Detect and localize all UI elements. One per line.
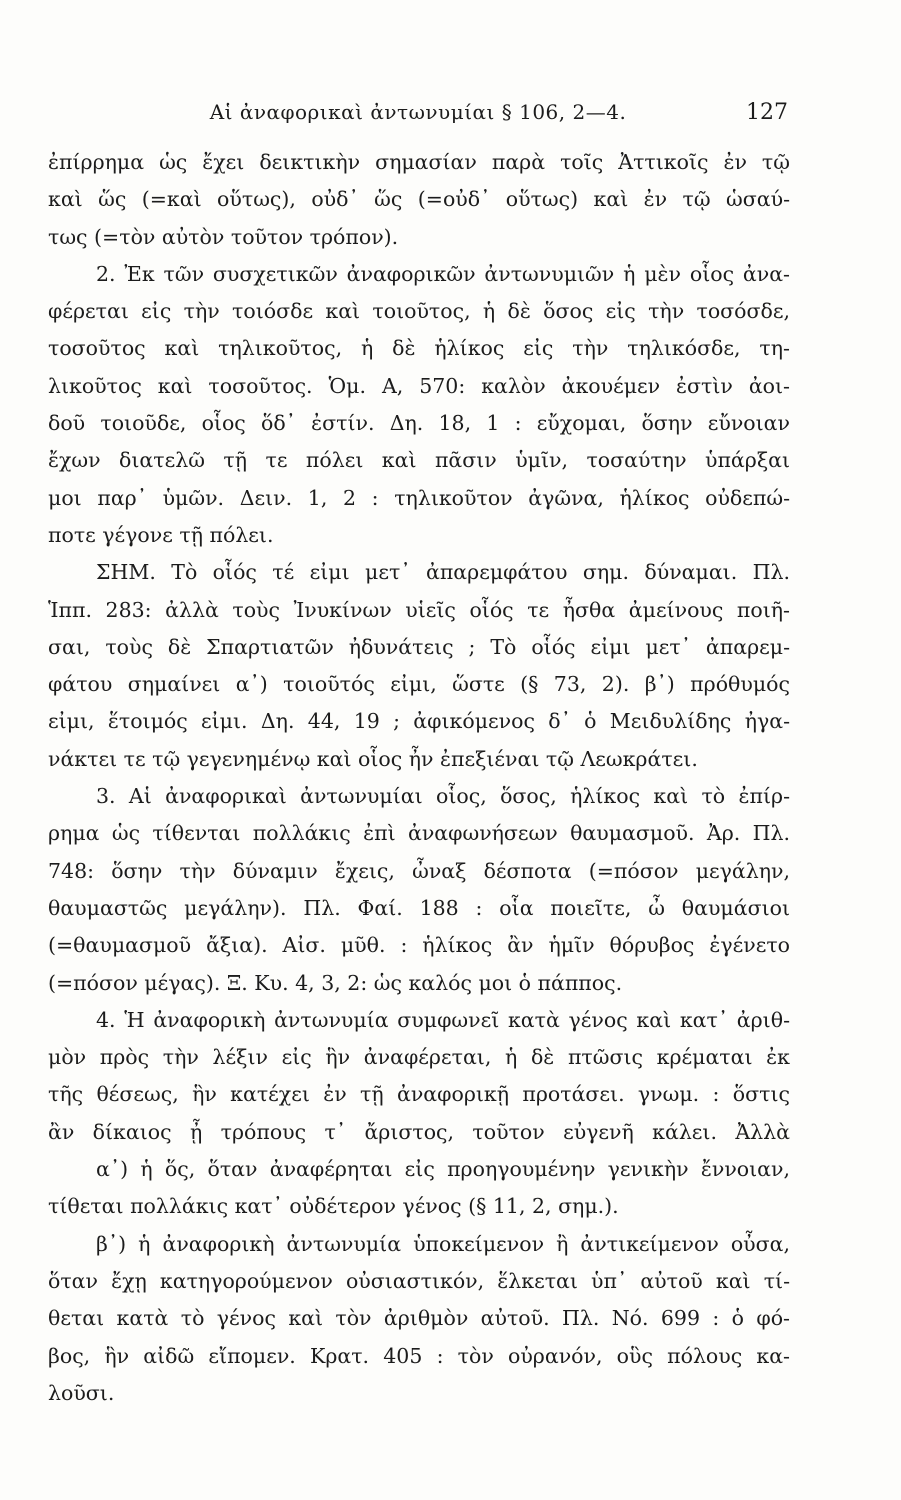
- text-line: (=πόσον μέγας). Ξ. Κυ. 4, 3, 2: ὡς καλός μοι ὁ πάππος.: [48, 970, 623, 995]
- text-line: ΣΗΜ. Τὸ οἷός τέ εἰμι μετ᾽ ἀπαρεμφάτου σημ. δύναμαι. Πλ.: [96, 560, 790, 585]
- text-line: θαυμαστῶς μεγάλην). Πλ. Φαί. 188 : οἷα ποιεῖτε, ὦ θαυμάσιοι: [48, 895, 790, 920]
- paragraph-section-3: [48, 778, 790, 1002]
- text-line: καὶ ὥς (=καὶ οὕτως), οὐδ᾽ ὥς (=οὐδ᾽ οὕτως) καὶ ἐν τῷ ὡσαύ-: [48, 187, 790, 212]
- running-head: [48, 100, 788, 132]
- text-line: τοσοῦτος καὶ τηλικοῦτος, ἡ δὲ ἡλίκος εἰς τὴν τηλικόσδε, τη-: [48, 336, 790, 361]
- page-number: 127: [746, 100, 788, 125]
- text-line: ὅταν ἔχῃ κατηγορούμενον οὐσιαστικόν, ἕλκεται ὑπ᾽ αὐτοῦ καὶ τί-: [48, 1268, 790, 1293]
- text-line: 748: ὅσην τὴν δύναμιν ἔχεις, ὦναξ δέσποτα (=πόσον μεγάλην,: [48, 858, 790, 883]
- text-line: (=θαυμασμοῦ ἄξια). Αἰσ. μῦθ. : ἡλίκος ἂν ἡμῖν θόρυβος ἐγένετο: [48, 933, 790, 958]
- text-line: Ἱππ. 283: ἀλλὰ τοὺς Ἰνυκίνων υἱεῖς οἷός τε ἦσθα ἀμείνους ποιῆ-: [48, 597, 790, 622]
- text-line: φάτου σημαίνει α᾽) τοιοῦτός εἰμι, ὥστε (§ 73, 2). β᾽) πρόθυμός: [48, 672, 790, 697]
- text-line: μοι παρ᾽ ὑμῶν. Δειν. 1, 2 : τηλικοῦτον ἀγῶνα, ἡλίκος οὐδεπώ-: [48, 485, 790, 510]
- text-line: μὸν πρὸς τὴν λέξιν εἰς ἣν ἀναφέρεται, ἡ δὲ πτῶσις κρέμαται ἐκ: [48, 1045, 790, 1070]
- text-line: ποτε γέγονε τῇ πόλει.: [48, 522, 274, 547]
- text-line: α᾽) ἡ ὅς, ὅταν ἀναφέρηται εἰς προηγουμένην γενικὴν ἔννοιαν,: [96, 1157, 790, 1182]
- text-line: λοῦσι.: [48, 1380, 115, 1405]
- text-line: εἰμι, ἕτοιμός εἰμι. Δη. 44, 19 ; ἀφικόμενος δ᾽ ὁ Μειδυλίδης ἠγα-: [48, 709, 790, 734]
- paragraph-note: [48, 554, 790, 778]
- text-line: ἐπίρρημα ὡς ἔχει δεικτικὴν σημασίαν παρὰ τοῖς Ἀττικοῖς ἐν τῷ: [48, 150, 790, 174]
- text-line: βος, ἣν αἰδῶ εἴπομεν. Κρατ. 405 : τὸν οὐρανόν, οὓς πόλους κα-: [48, 1343, 790, 1368]
- text-line: 2. Ἐκ τῶν συσχετικῶν ἀναφορικῶν ἀντωνυμιῶν ἡ μὲν οἷος ἀνα-: [96, 261, 790, 286]
- text-line: φέρεται εἰς τὴν τοιόσδε καὶ τοιοῦτος, ἡ δὲ ὅσος εἰς τὴν τοσόσδε,: [48, 299, 790, 324]
- paragraph-section-2: [48, 256, 790, 554]
- text-line: λικοῦτος καὶ τοσοῦτος. Ὁμ. Α, 570: καλὸν ἀκουέμεν ἐστὶν ἀοι-: [48, 373, 790, 398]
- text-line: νάκτει τε τῷ γεγενημένῳ καὶ οἷος ἦν ἐπεξιέναι τῷ Λεωκράτει.: [48, 746, 698, 771]
- text-line: ρημα ὡς τίθενται πολλάκις ἐπὶ ἀναφωνήσεων θαυμασμοῦ. Ἀρ. Πλ.: [48, 821, 790, 846]
- paragraph-subsection-beta: [48, 1226, 790, 1412]
- paragraph-continuation: [48, 144, 790, 256]
- text-line: τίθεται πολλάκις κατ᾽ οὐδέτερον γένος (§ 11, 2, σημ.).: [48, 1194, 619, 1219]
- text-line: δοῦ τοιοῦδε, οἷος ὅδ᾽ ἐστίν. Δη. 18, 1 : εὔχομαι, ὅσην εὔνοιαν: [48, 411, 790, 436]
- text-line: σαι, τοὺς δὲ Σπαρτιατῶν ἠδυνάτεις ; Τὸ οἷός εἰμι μετ᾽ ἀπαρεμ-: [48, 634, 790, 659]
- text-line: τῆς θέσεως, ἣν κατέχει ἐν τῇ ἀναφορικῇ προτάσει. γνωμ. : ὅστις: [48, 1082, 790, 1107]
- running-head-title: Αἱ ἀναφορικαὶ ἀντωνυμίαι § 106, 2—4.: [209, 100, 627, 124]
- paragraph-subsection-alpha: [48, 1151, 790, 1226]
- text-line: τως (=τὸν αὐτὸν τοῦτον τρόπον).: [48, 224, 399, 249]
- text-line: ἔχων διατελῶ τῇ τε πόλει καὶ πᾶσιν ὑμῖν, τοσαύτην ὑπάρξαι: [48, 448, 790, 473]
- text-line: 4. Ἡ ἀναφορικὴ ἀντωνυμία συμφωνεῖ κατὰ γένος καὶ κατ᾽ ἀριθ-: [96, 1007, 790, 1032]
- text-body: [48, 144, 790, 1412]
- text-line: β᾽) ἡ ἀναφορικὴ ἀντωνυμία ὑποκείμενον ἢ ἀντικείμενον οὖσα,: [96, 1231, 790, 1256]
- text-line: θεται κατὰ τὸ γένος καὶ τὸν ἀριθμὸν αὐτοῦ. Πλ. Νό. 699 : ὁ φό-: [48, 1306, 790, 1331]
- paragraph-section-4: [48, 1002, 790, 1151]
- text-line: 3. Αἱ ἀναφορικαὶ ἀντωνυμίαι οἷος, ὅσος, ἡλίκος καὶ τὸ ἐπίρ-: [96, 784, 790, 809]
- text-line: ἂν δίκαιος ᾖ τρόπους τ᾽ ἄριστος, τοῦτον εὐγενῆ κάλει. Ἀλλὰ: [48, 1119, 790, 1144]
